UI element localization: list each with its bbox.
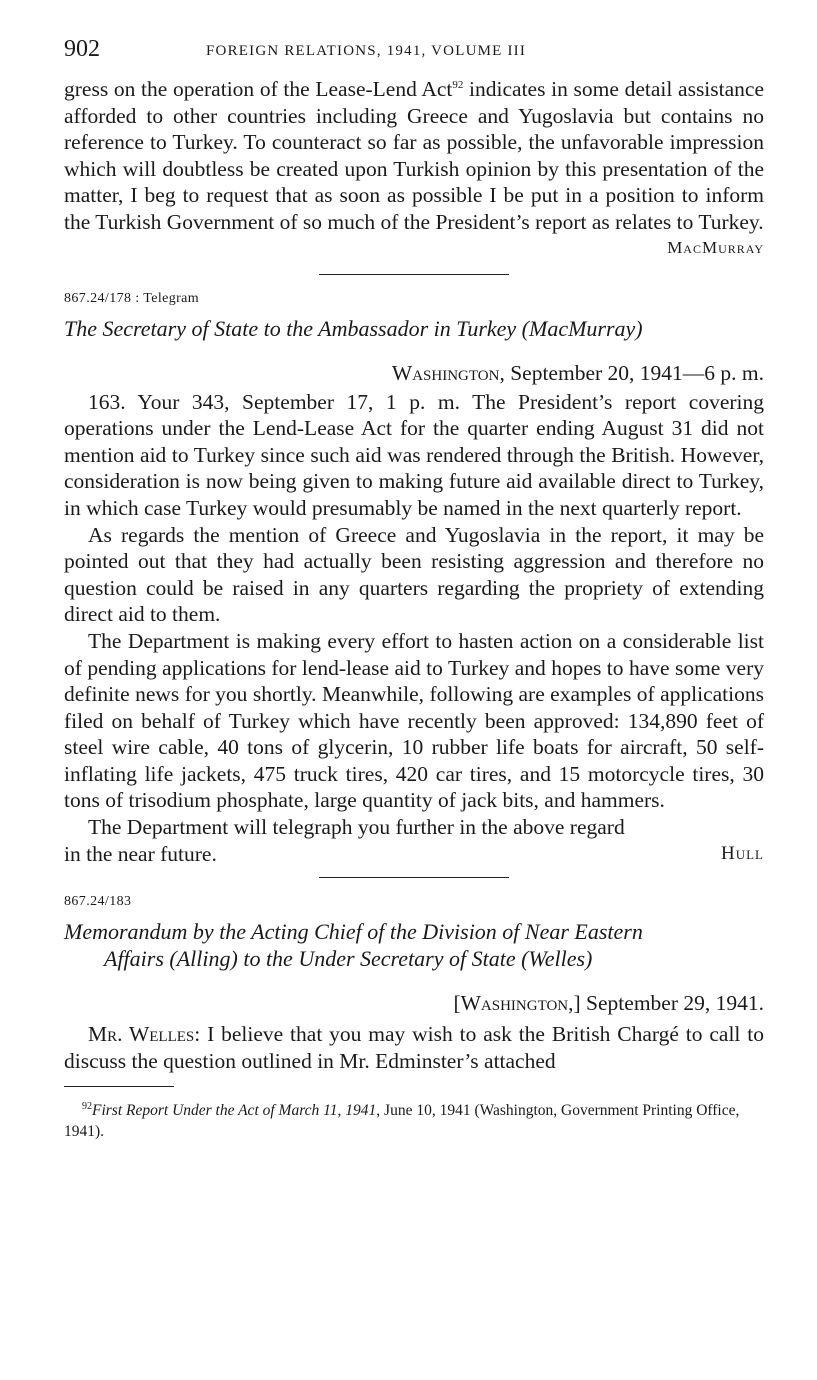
memorandum-body xyxy=(64,1021,764,1074)
telegram-paragraph-4 xyxy=(64,814,764,841)
telegram-file-reference: 867.24/178 : Telegram xyxy=(64,290,200,306)
memorandum-dateline xyxy=(64,990,764,1017)
running-head xyxy=(64,30,764,64)
telegram-title: The Secretary of State to the Ambassador in Turkey (MacMurray) xyxy=(64,315,643,341)
footnote-divider xyxy=(64,1086,174,1087)
memorandum-body-text: : I believe that you may wish to ask the British Chargé to call to discuss the question outlined in Mr. Edminster’s attached xyxy=(64,1022,764,1073)
section-divider xyxy=(319,877,509,878)
telegram-paragraph-4-line1: The Department will telegraph you further in the above regard xyxy=(88,815,625,840)
memorandum-title-line2: Affairs (Alling) to the Under Secretary of State (Welles) xyxy=(104,946,593,972)
footnote-mark: 92 xyxy=(82,1101,92,1113)
telegram-paragraph-3: The Department is making every effort to hasten action on a considerable list of pending applications for lend-lease aid to Turkey and hopes to have some very definite news for you shortly. Meanwhile, following are examples of applications filed on behalf of Turkey which have recently been approved: 134,890 feet of steel wire cable, 40 tons of glycerin, 10 rubber life boats for aircraft, 50 self-inflating life jackets, 475 truck tires, 420 car tires, and 15 motorcycle tires, 30 tons of trisodium phosphate, large quantity of jack bits, and hammers. xyxy=(64,628,764,813)
telegram-dateline xyxy=(64,360,764,387)
memorandum-title-line1: Memorandum by the Acting Chief of the Division of Near Eastern xyxy=(64,919,643,945)
document-page xyxy=(64,30,764,1142)
telegram-closing-line xyxy=(64,841,764,868)
footnote-title: First Report Under the Act of March 11, 1941 xyxy=(92,1102,377,1120)
telegram-dateline-date: , September 20, 1941—6 p. m. xyxy=(499,360,764,385)
running-head-title: FOREIGN RELATIONS, 1941, VOLUME III xyxy=(206,43,527,59)
memorandum-salutation: Mr. Welles xyxy=(88,1022,195,1047)
telegram-paragraph-4-line2: in the near future. xyxy=(64,841,217,866)
telegram-paragraph-2: As regards the mention of Greece and Yugoslavia in the report, it may be pointed out that they had actually been resisting aggression and therefore no question could be raised in any quarters regarding the propriety of extending direct aid to them. xyxy=(64,522,764,627)
telegram-paragraph-1: 163. Your 343, September 17, 1 p. m. The President’s report covering operations under the Lend-Lease Act for the quarter ending August 31 did not mention aid to Turkey since such aid was rendered through the British. However, consideration is now being given to making future aid available direct to Turkey, in which case Turkey would presumably be named in the next quarterly report. xyxy=(64,389,764,520)
continuation-text-start: gress on the operation of the Lease-Lend Act xyxy=(64,77,453,101)
continuation-paragraph xyxy=(64,76,764,236)
footnote-92 xyxy=(64,1097,764,1141)
signature-hull: Hull xyxy=(721,842,764,864)
memorandum-file-reference: 867.24/183 xyxy=(64,894,132,910)
telegram-dateline-place: Washington xyxy=(391,360,500,385)
continuation-text-end: indicates in some detail assistance afforded to other countries including Greece and Yugoslavia but contains no reference to Turkey. To counteract so far as possible, the unfavorable impression which will doubtless be created upon Turkish opinion by this presentation of the matter, I beg to request that as soon as possible I be put in a position to inform the Turkish Government of so much of the President’s report as relates to Turkey. xyxy=(64,77,764,234)
memorandum-dateline-date: September 29, 1941. xyxy=(580,991,764,1016)
footnote-reference: 92 xyxy=(452,78,464,91)
footnote-text: , June 10, 1941 (Washington, Government Printing Office, 1941). xyxy=(64,1102,740,1140)
signature-macmurray: MacMurray xyxy=(667,237,764,257)
page-number: 902 xyxy=(64,36,100,62)
memorandum-title xyxy=(64,918,764,972)
section-divider xyxy=(319,274,509,275)
memorandum-dateline-place: [Washington,] xyxy=(453,991,581,1016)
